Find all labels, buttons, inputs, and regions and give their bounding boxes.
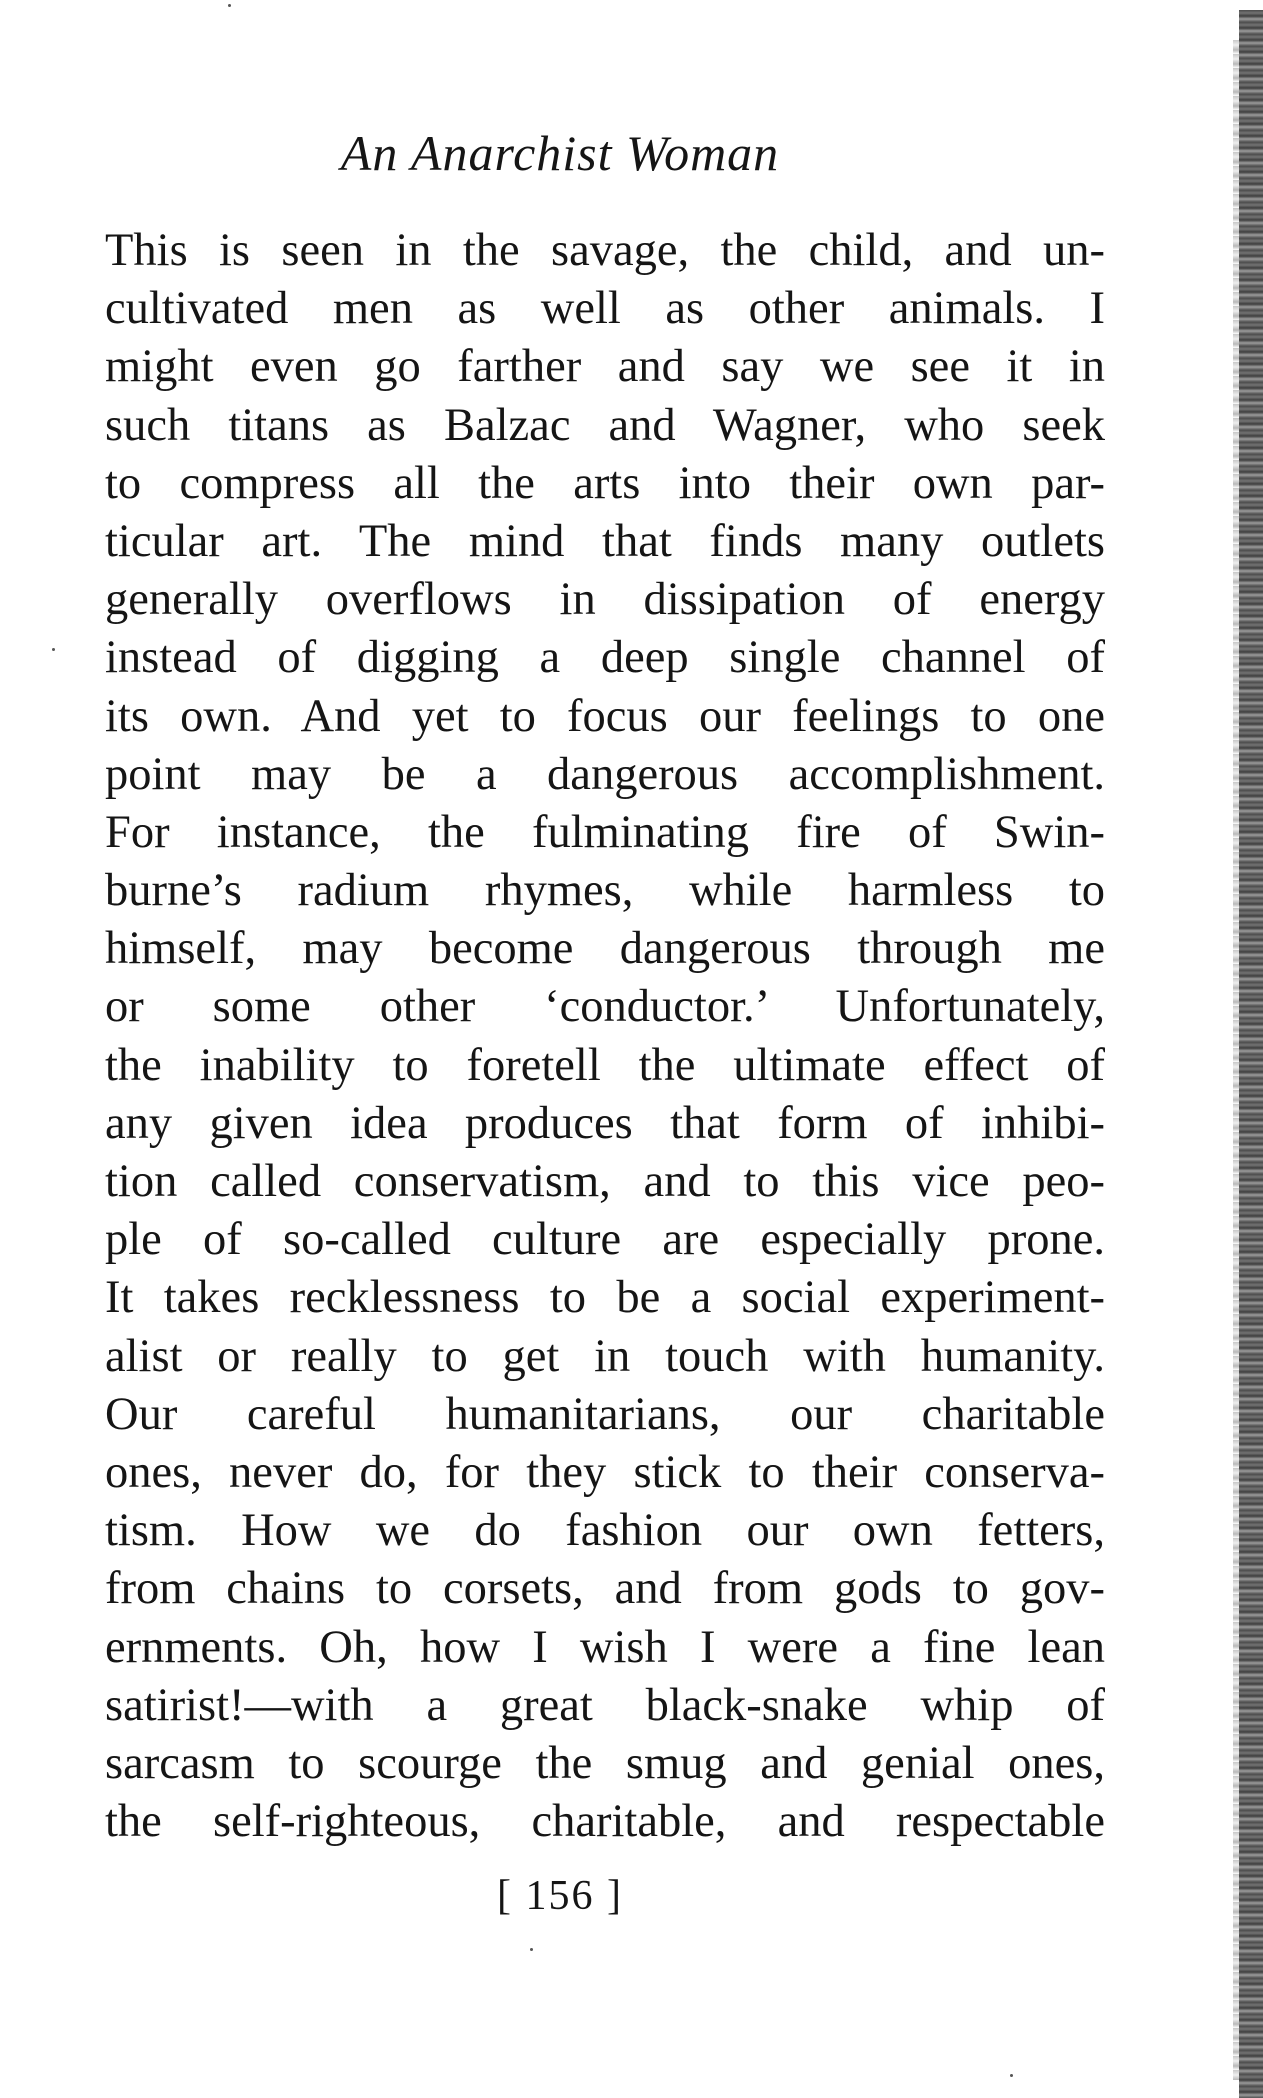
text-line: cultivated men as well as other animals. I xyxy=(105,283,1105,335)
text-line: or some other ‘conductor.’ Unfortunately, xyxy=(105,981,1105,1033)
paper-speck xyxy=(228,4,231,7)
paper-speck xyxy=(1010,2074,1013,2077)
page-edge-shadow xyxy=(1239,10,1263,2098)
text-line: sarcasm to scourge the smug and genial ones, xyxy=(105,1737,1105,1789)
text-line: tion called conservatism, and to this vice peo- xyxy=(105,1156,1105,1207)
text-line: ones, never do, for they stick to their conserva- xyxy=(105,1446,1105,1498)
text-line: It takes recklessness to be a social experiment- xyxy=(105,1272,1105,1324)
text-line: from chains to corsets, and from gods to gov- xyxy=(105,1563,1105,1615)
text-line: might even go farther and say we see it in xyxy=(105,341,1105,393)
text-line: ticular art. The mind that finds many outlets xyxy=(105,515,1105,567)
paper-speck xyxy=(52,648,55,651)
text-line: instead of digging a deep single channel of xyxy=(105,632,1105,684)
text-line: point may be a dangerous accomplishment. xyxy=(105,748,1105,800)
text-line: to compress all the arts into their own par- xyxy=(105,457,1105,509)
text-line: himself, may become dangerous through me xyxy=(105,923,1105,975)
text-line: alist or really to get in touch with humanity. xyxy=(105,1330,1105,1382)
body-text xyxy=(105,222,1105,1851)
text-line: This is seen in the savage, the child, and un- xyxy=(105,225,1105,276)
page-number: [ 156 ] xyxy=(497,1873,623,1919)
text-line: the self-righteous, charitable, and respectable xyxy=(105,1796,1105,1848)
text-line: ernments. Oh, how I wish I were a fine lean xyxy=(105,1621,1105,1673)
text-line: satirist!—with a great black-snake whip of xyxy=(105,1679,1105,1731)
text-line: generally overflows in dissipation of energy xyxy=(105,574,1105,626)
text-line: burne’s radium rhymes, while harmless to xyxy=(105,865,1105,917)
text-line: the inability to foretell the ultimate effect of xyxy=(105,1039,1105,1091)
text-line: any given idea produces that form of inhibi- xyxy=(105,1097,1105,1149)
page-edge-highlight xyxy=(1233,40,1239,2080)
text-line: tism. How we do fashion our own fetters, xyxy=(105,1505,1105,1557)
text-line: its own. And yet to focus our feelings to one xyxy=(105,690,1105,742)
text-line: such titans as Balzac and Wagner, who seek xyxy=(105,399,1105,451)
running-head: An Anarchist Woman xyxy=(340,125,780,181)
paper-speck xyxy=(530,1948,533,1951)
text-line: ple of so-called culture are especially prone. xyxy=(105,1214,1105,1266)
text-line: For instance, the fulminating fire of Swin- xyxy=(105,806,1105,858)
text-line: Our careful humanitarians, our charitable xyxy=(105,1388,1105,1440)
